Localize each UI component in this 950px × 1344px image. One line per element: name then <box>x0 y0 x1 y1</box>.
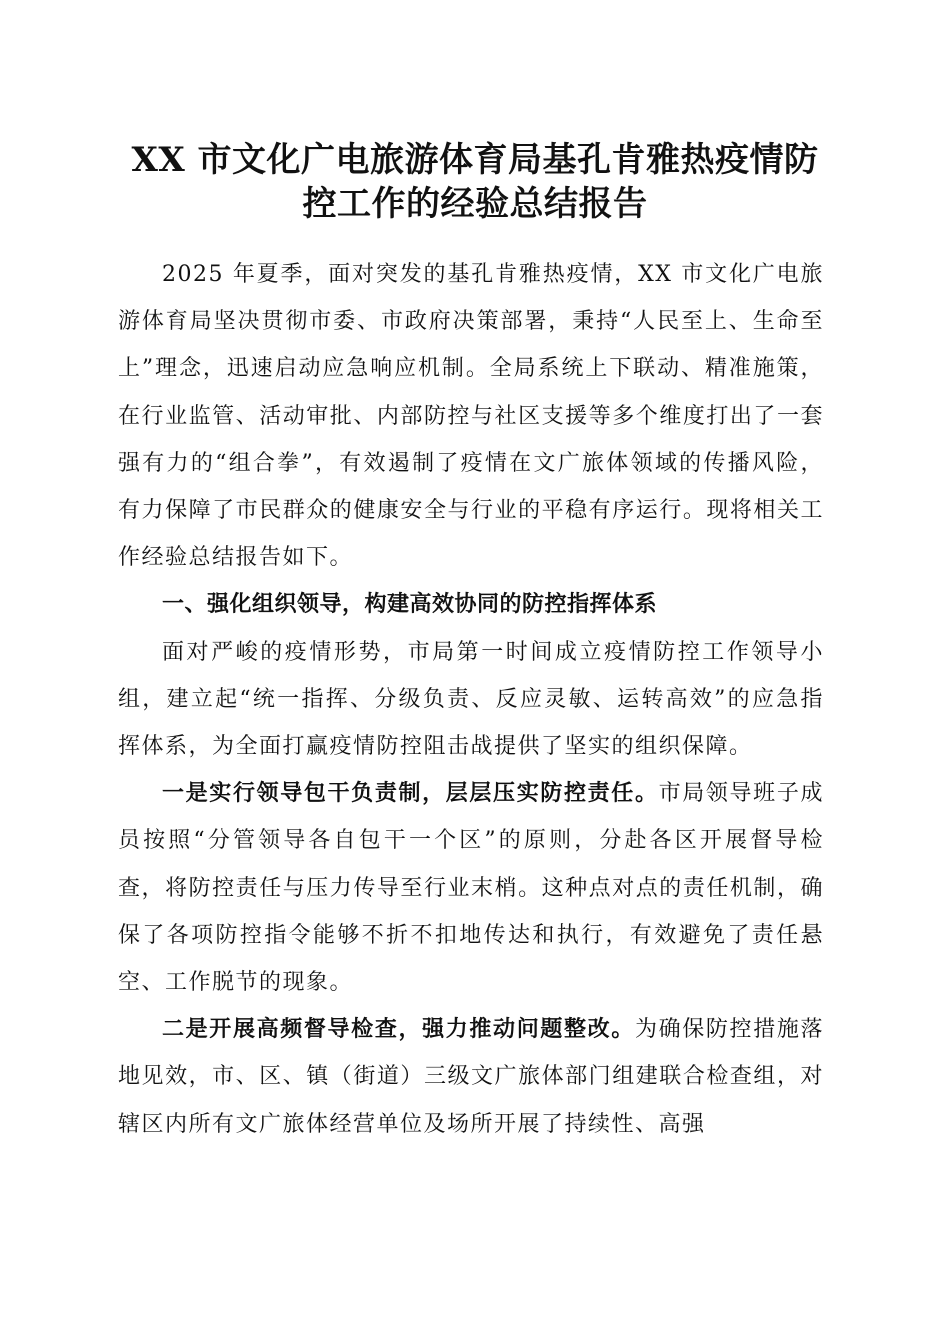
intro-paragraph: 2025 年夏季，面对突发的基孔肯雅热疫情，XX 市文化广电旅游体育局坚决贯彻市委、市政府决策部署，秉持“人民至上、生命至上”理念，迅速启动应急响应机制。全局系统上下联动、精准施策，在行业监管、活动审批、内部防控与社区支援等多个维度打出了一套强有力的“组合拳”，有效遏制了疫情在文广旅体领域的传播风险，有力保障了市民群众的健康安全与行业的平稳有序运行。现将相关工作经验总结报告如下。 <box>118 262 824 571</box>
title-line-2: 控工作的经验总结报告 <box>302 184 648 224</box>
section-1-item-2 <box>118 1006 824 1148</box>
item-2-text: 为确保防控措施落地见效，市、区、镇（街道）三级文广旅体部门组建联合检查组，对辖区内所有文广旅体经营单位及场所开展了持续性、高强 <box>118 1017 824 1137</box>
item-1-text: 市局领导班子成员按照“分管领导各自包干一个区”的原则，分赴各区开展督导检查，将防控责任与压力传导至行业末梢。这种点对点的责任机制，确保了各项防控指令能够不折不扣地传达和执行，有效避免了责任悬空、工作脱节的现象。 <box>118 781 824 996</box>
document-body <box>118 251 824 1148</box>
item-1-lead: 一是实行领导包干负责制，层层压实防控责任。 <box>162 780 659 807</box>
title-line-1: XX 市文化广电旅游体育局基孔肯雅热疫情防 <box>131 140 819 180</box>
section-1-paragraph: 面对严峻的疫情形势，市局第一时间成立疫情防控工作领导小组，建立起“统一指挥、分级负责、反应灵敏、运转高效”的应急指挥体系，为全面打赢疫情防控阻击战提供了坚实的组织保障。 <box>118 639 824 760</box>
section-1-item-1 <box>118 770 824 1006</box>
item-2-lead: 二是开展高频督导检查，强力推动问题整改。 <box>162 1016 635 1043</box>
section-1-heading: 一、强化组织领导，构建高效协同的防控指挥体系 <box>162 592 658 618</box>
document-title <box>110 138 840 226</box>
